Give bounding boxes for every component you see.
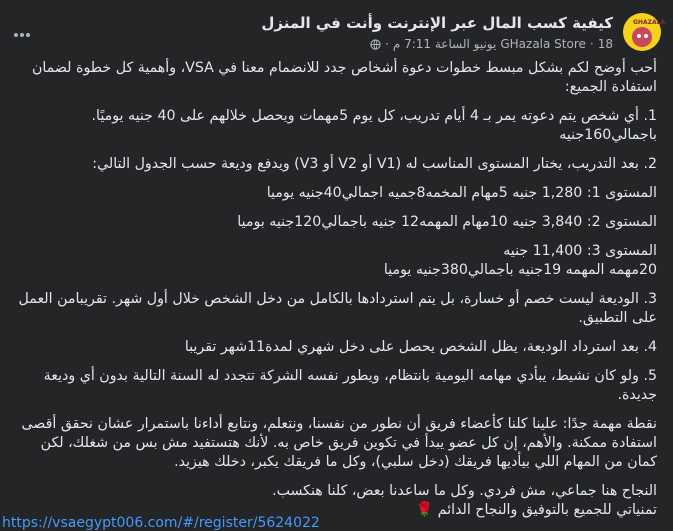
meta-separator: · (385, 37, 389, 51)
register-link[interactable]: https://vsaegypt006.com/#/register/5624022 (2, 515, 320, 531)
post-title[interactable]: كيفية كسب المال عبر الإنترنت وأنت في المنزل (261, 14, 613, 32)
post-body (8, 59, 657, 530)
post-paragraph: 20مهمه المهمه 19جنيه باجمالي380جنيه يوميا (383, 262, 657, 278)
avatar-eye (637, 34, 641, 38)
post-count: 18 (597, 37, 613, 51)
post-paragraph: 3. الوديعة ليست خصم أو خسارة، بل يتم استردادها بالكامل من دخل الشخص خلال أول شهر. تقريبامن العمل على التطبيق. (18, 291, 657, 326)
post-timestamp[interactable]: يونيو الساعة 7:11 م (392, 37, 497, 51)
globe-icon (370, 39, 381, 50)
post-paragraph: تمنياتي للجميع بالتوفيق والنجاح الدائم 🌹 (415, 502, 657, 518)
post-paragraph: 2. بعد التدريب، يختار المستوى المناسب له (V1 أو V2 أو V3) ويدفع وديعة حسب الجدول التالي: (92, 156, 657, 172)
post-paragraph: 1. أي شخص يتم دعوته يمر بـ 4 أيام تدريب، كل يوم 5مهمات ويحصل خلالهم على 40 جنيه يوميًا. باجمالي160جنيه (91, 108, 657, 143)
post-paragraph: المستوى 1: 1,280 جنيه 5مهام المخمه8جميه اجمالي40جنيه يوميا (266, 185, 657, 201)
more-options-icon[interactable] (14, 22, 34, 36)
avatar-eye (644, 34, 648, 38)
post-header (10, 8, 666, 56)
meta-separator: · (589, 37, 594, 51)
post-paragraph: المستوى 2: 3,840 جنيه 10مهام المهمه12 جنيه باجمالي120جنيه بوميا (237, 214, 657, 230)
page-avatar[interactable] (623, 13, 666, 51)
post-paragraph: المستوى 3: 11,400 جنيه (503, 243, 657, 259)
post-paragraph: 5. ولو كان نشيط، يبأدي مهامه اليومية بانتظام، ويطور نفسه الشركة تتجدد له السنة التالية بدون أي وديعة جديدة. (43, 368, 657, 403)
avatar-face (632, 27, 652, 47)
post-paragraph: نقطة مهمة جدًا: علينا كلنا كأعضاء فريق أن نطور من نفسنا، ونتعلم، ونتابع أداءنا باستمرار عشان نحقق أقصى استفادة ممكنة. والأهم، إن كل عضو يبدأ في تكوين فريق خاص به. لأنك هتستفيد مش بس من شغلك، لكن كمان من المهام اللي بيأديها فريقك (دخل سلبي)، وكل ما فريقك يكبر، دخلك هيزيد. (21, 416, 657, 470)
post-paragraph: 4. بعد استرداد الوديعة، يظل الشخص يحصل على دخل شهري لمدة11شهر تقريبا (184, 339, 657, 355)
post-meta (370, 37, 613, 51)
post-paragraph: النجاح هنا جماعي، مش فردي. وكل ما ساعدنا بعض، كلنا هنكسب. (272, 483, 657, 499)
post-author[interactable]: GHazala Store (500, 37, 586, 51)
post-paragraph: أحب أوضح لكم بشكل مبسط خطوات دعوة أشخاص جدد للانضمام معنا في VSA، وأهمية كل خطوة لضمان استفادة الجميع: (31, 60, 657, 95)
avatar-logo-text: GHAZALA (633, 19, 666, 26)
